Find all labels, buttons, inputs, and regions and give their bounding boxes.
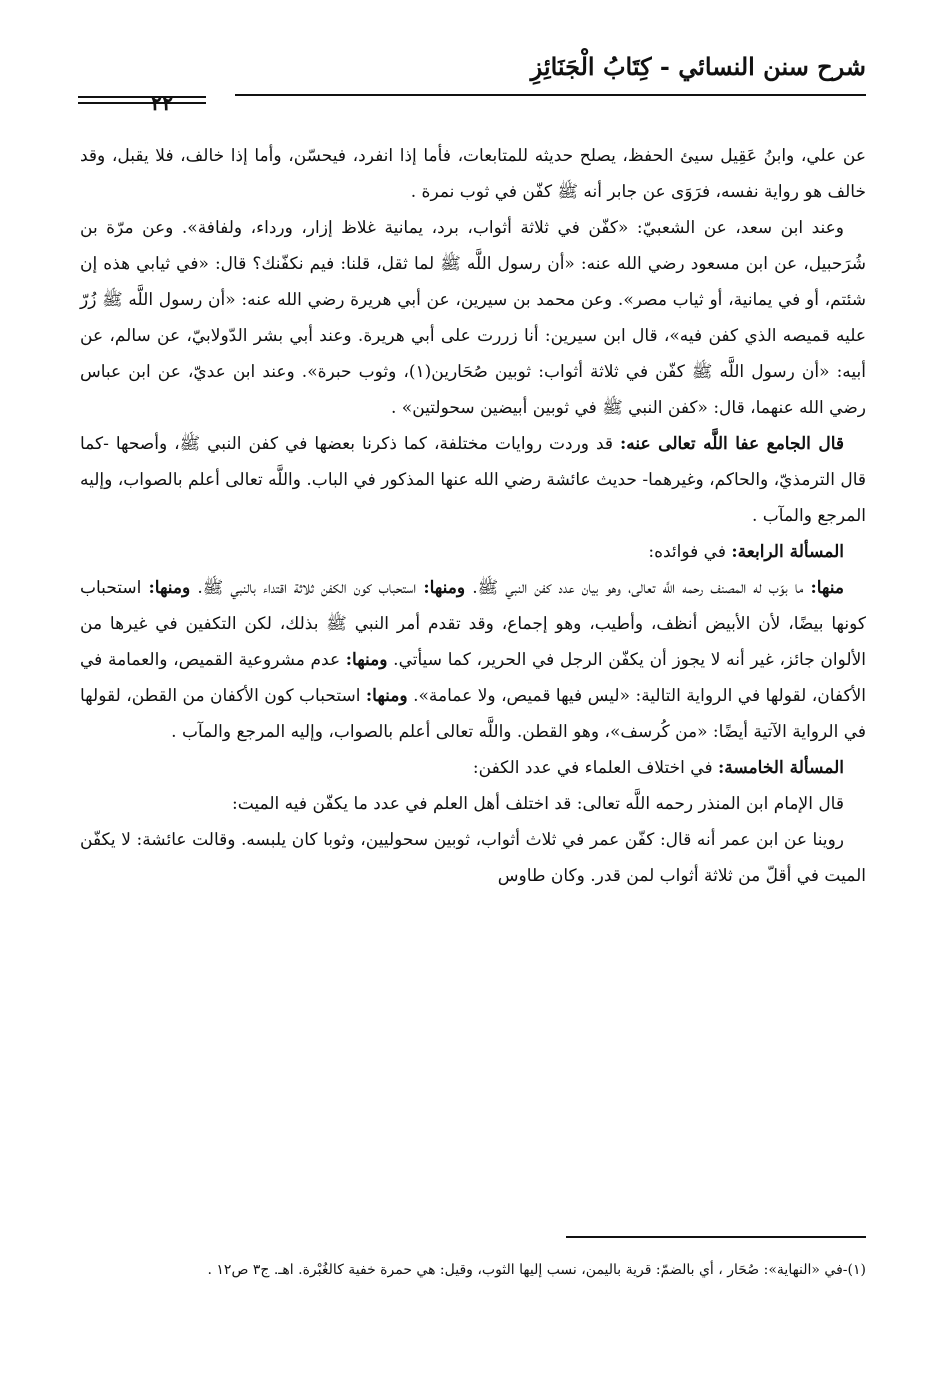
paragraph: وعند ابن سعد، عن الشعبيّ: «كفّن في ثلاثة أثواب، برد، يمانية غلاظ إزار، ورداء، ولفافة». وعن مرّة بن شُرَحبيل، عن ابن مسعود رضي الله عنه: «أن رسول اللَّه ﷺ لما ثقل، قلنا: فيم نكفّنك؟ قال: «في ثيابي هذه إن شئتم، أو في يمانية، أو ثياب مصر». وعن محمد بن سيرين، عن أبي هريرة رضي الله عنه: «أن رسول اللَّه ﷺ زُرّ عليه قميصه الذي كفن فيه»، قال ابن سيرين: أنا زررت على أبي هريرة. وعند أبي بشر الدّولابيّ، عن سالم، عن أبيه: «أن رسول اللَّه ﷺ كفّن في ثلاثة أثواب: ثوبين صُحَارين(١)، وثوب حبرة». وعند ابن عديّ، عن ابن عباس رضي الله عنهما، قال: «كفن النبي ﷺ في ثوبين أبيضين سحولتين» .	[80, 218, 866, 418]
benefit-lead: منها:	[810, 578, 844, 598]
benefit-text: ما بوّب له المصنف رحمه اللَّه تعالى، وهو بيان عدد كفن النبي ﷺ.	[465, 578, 811, 598]
issue-five-text: في اختلاف العلماء في عدد الكفن:	[472, 758, 718, 778]
benefit-lead: ومنها:	[148, 578, 191, 598]
paragraph: عن علي، وابنُ عَقِيل سيئ الحفظ، يصلح حديثه للمتابعات، فأما إذا انفرد، فيحسّن، وأما إذا خالف، فلا يقبل، وقد خالف هو رواية نفسه، فرَوَى عن جابر أنه ﷺ كفّن في ثوب نمرة .	[80, 146, 866, 202]
issue-four-heading	[80, 534, 866, 570]
benefit-text: عدم مشروعية القميص، والعمامة في الأكفان، لقولها في الرواية التالية: «ليس فيها قميص، ولا عمامة».	[80, 650, 866, 706]
author-note-lead: قال الجامع عفا اللَّه تعالى عنه:	[620, 434, 845, 454]
running-header-title: شرح سنن النسائي - كِتَابُ الْجَنَائِزِ	[530, 52, 866, 81]
footnote-rule	[566, 1236, 866, 1238]
main-text	[80, 138, 866, 894]
benefit-text: استحباب كون الأكفان من القطن، لقولها في الرواية الآتية أيضًا: «من كُرسف»، وهو القطن. واللَّه تعالى أعلم بالصواب، وإليه المرجع والمآب .	[80, 686, 866, 742]
issue-five-heading	[80, 750, 866, 786]
footnote: (١)-في «النهاية»: صُحَار ، أي بالضمّ: قرية باليمن، نسب إليها الثوب، وقيل: هي حمرة خفية كالغُبْرة. اهـ. ج٣ ص١٢ .	[207, 1262, 866, 1278]
benefit-lead: ومنها:	[345, 650, 388, 670]
page-number: ٢٢	[150, 90, 174, 115]
benefit-text: استحباب كونها بيضًا، لأن الأبيض أنظف، وأطيب، وهو إجماع، وقد تقدم أمر النبي ﷺ بذلك، لكن التكفين في غيرها من الألوان جائز، غير أنه لا يجوز أن يكفّن الرجل في الحرير، كما سيأتي.	[80, 578, 866, 670]
author-note-text: قد وردت روايات مختلفة، كما ذكرنا بعضها في كفن النبي ﷺ، وأصحها -كما قال الترمذيّ، والحاكم، وغيرهما- حديث عائشة رضي الله عنها المذكور في الباب. واللَّه تعالى أعلم بالصواب، وإليه المرجع والمآب .	[80, 434, 866, 526]
issue-five-title: المسألة الخامسة:	[717, 758, 844, 778]
issue-four-title: المسألة الرابعة:	[731, 542, 844, 562]
benefits-paragraph	[80, 570, 866, 750]
paragraph: قال الإمام ابن المنذر رحمه اللَّه تعالى: قد اختلف أهل العلم في عدد ما يكفّن فيه الميت:	[231, 794, 844, 814]
benefit-lead: ومنها:	[423, 578, 466, 598]
author-note	[80, 426, 866, 534]
benefit-lead: ومنها:	[365, 686, 408, 706]
issue-four-text: في فوائده:	[648, 542, 732, 562]
paragraph: روينا عن ابن عمر أنه قال: كفّن عمر في ثلاث أثواب، ثوبين سحوليين، وثوبا كان يلبسه. وقالت عائشة: لا يكفّن الميت في أقلّ من ثلاثة أثواب لمن قدر. وكان طاوس	[80, 830, 866, 886]
header-rule	[235, 94, 866, 96]
footnotes	[80, 1258, 866, 1283]
benefit-text: استحباب كون الكفن ثلاثة اقتداء بالنبي ﷺ.	[190, 578, 424, 598]
